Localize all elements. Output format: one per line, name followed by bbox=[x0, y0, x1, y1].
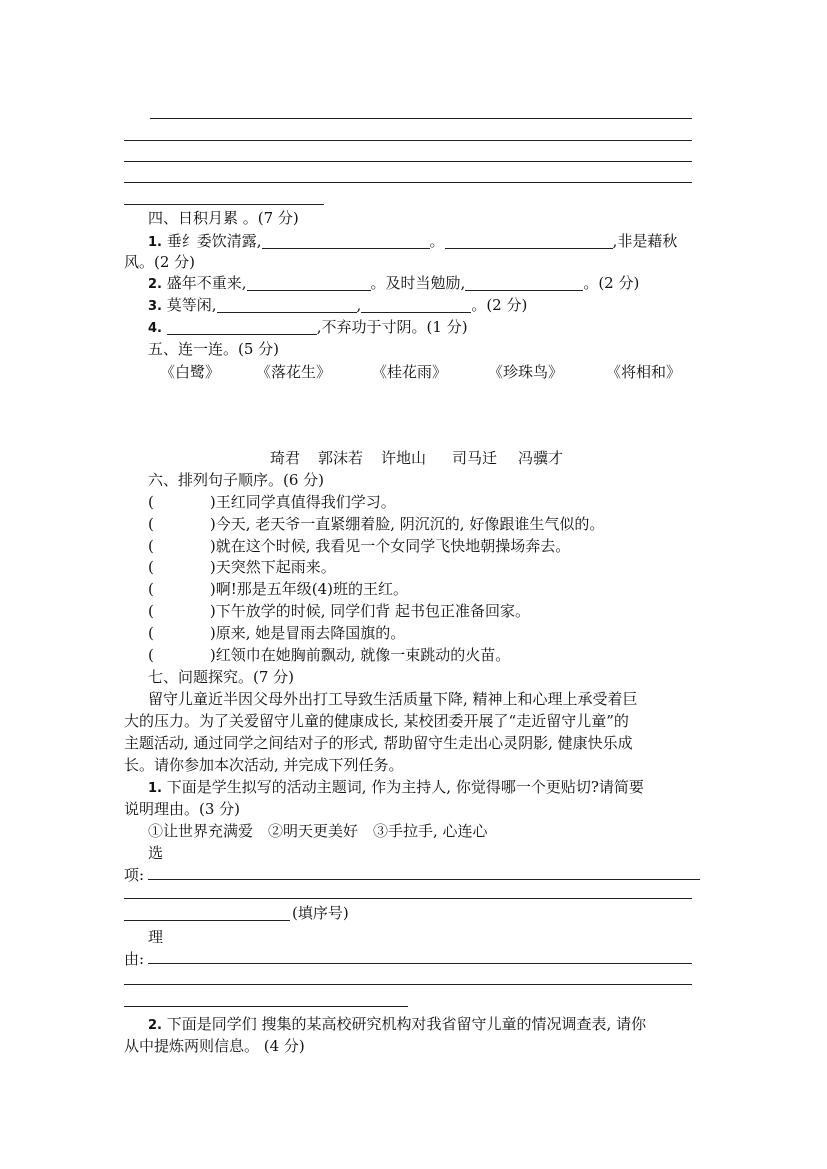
answer-line[interactable] bbox=[124, 204, 324, 205]
question-text: 盛年不重来, bbox=[166, 274, 247, 292]
fill-blank[interactable] bbox=[262, 232, 430, 249]
sentence-item bbox=[148, 536, 570, 556]
paren-close: ) bbox=[209, 624, 216, 642]
sentence-item bbox=[148, 579, 408, 599]
paren-close: ) bbox=[209, 602, 216, 620]
paren-close: ) bbox=[209, 515, 216, 533]
question-7-1 bbox=[148, 777, 644, 799]
sentence-text: 王红同学真值得我们学习。 bbox=[215, 493, 396, 511]
answer-line[interactable] bbox=[150, 118, 692, 119]
paren-open: ( bbox=[148, 493, 154, 511]
paren-close: ) bbox=[209, 646, 216, 664]
paren-close: ) bbox=[209, 537, 216, 555]
question-text: 下面是学生拟写的活动主题词, 作为主持人, 你觉得哪一个更贴切?请简要 bbox=[166, 778, 644, 796]
question-7-2 bbox=[148, 1014, 646, 1036]
question-text: 。 bbox=[429, 232, 445, 250]
question-number: 2. bbox=[148, 277, 162, 292]
paren-open: ( bbox=[148, 580, 154, 598]
question-text: 莫等闲, bbox=[166, 296, 217, 314]
section-4-title: 四、日积月累 。(7 分) bbox=[148, 209, 299, 227]
paragraph-line: 大的压力。为了关爱留守儿童的健康成长, 某校团委开展了“走近留守儿童”的 bbox=[124, 712, 629, 730]
question-text: ,不弃功于寸阴。(1 分) bbox=[316, 318, 468, 336]
reason-label: 理 bbox=[148, 928, 164, 946]
question-number: 1. bbox=[148, 235, 162, 250]
book-item[interactable]: 《桂花雨》 bbox=[372, 363, 448, 381]
paren-open: ( bbox=[148, 646, 154, 664]
question-text-wrap: 从中提炼两则信息。 (4 分) bbox=[124, 1037, 305, 1055]
book-item[interactable]: 《落花生》 bbox=[256, 363, 332, 381]
answer-line[interactable] bbox=[124, 898, 692, 899]
sentence-item bbox=[148, 645, 510, 665]
sentence-item bbox=[148, 557, 336, 577]
fill-blank[interactable] bbox=[247, 274, 371, 291]
answer-line[interactable] bbox=[124, 984, 692, 985]
answer-line[interactable] bbox=[148, 963, 692, 964]
select-label: 项: bbox=[124, 866, 145, 884]
select-label: 选 bbox=[148, 844, 164, 862]
theme-options: ①让世界充满爱 ②明天更美好 ③手拉手, 心连心 bbox=[148, 822, 488, 840]
section-5-title: 五、连一连。(5 分) bbox=[148, 340, 280, 358]
question-4-2 bbox=[148, 273, 639, 295]
paragraph-line: 主题活动, 通过同学之间结对子的形式, 帮助留守生走出心灵阴影, 健康快乐成 bbox=[124, 734, 633, 752]
question-number: 1. bbox=[148, 781, 162, 796]
author-item[interactable]: 琦君 bbox=[270, 449, 301, 467]
answer-line[interactable] bbox=[124, 140, 692, 141]
sentence-item bbox=[148, 623, 405, 643]
author-item[interactable]: 许地山 bbox=[381, 449, 427, 467]
sentence-item bbox=[148, 601, 530, 621]
question-text: 。(2 分) bbox=[471, 296, 528, 314]
paragraph-line: 留守儿童近半因父母外出打工导致生活质量下降, 精神上和心理上承受着巨 bbox=[148, 690, 638, 708]
book-item[interactable]: 《珍珠鸟》 bbox=[488, 363, 564, 381]
answer-line[interactable] bbox=[148, 879, 700, 880]
sentence-text: 就在这个时候, 我看见一个女同学飞快地朝操场奔去。 bbox=[215, 537, 571, 555]
reason-label: 由: bbox=[124, 950, 145, 968]
question-text: 。(2 分) bbox=[583, 274, 640, 292]
question-4-3 bbox=[148, 295, 527, 317]
fill-blank[interactable] bbox=[465, 274, 583, 291]
book-item[interactable]: 《白鹭》 bbox=[160, 363, 221, 381]
paren-close: ) bbox=[209, 558, 216, 576]
paren-open: ( bbox=[148, 558, 154, 576]
author-item[interactable]: 郭沫若 bbox=[318, 449, 364, 467]
paren-open: ( bbox=[148, 602, 154, 620]
book-item[interactable]: 《将相和》 bbox=[606, 363, 682, 381]
question-text: , bbox=[356, 296, 362, 314]
question-text: 。及时当勉励, bbox=[370, 274, 466, 292]
question-text-wrap: 说明理由。(3 分) bbox=[124, 800, 241, 818]
sentence-text: 下午放学的时候, 同学们背 起书包正准备回家。 bbox=[215, 602, 531, 620]
fill-hint: (填序号) bbox=[292, 904, 349, 922]
question-4-4 bbox=[148, 317, 468, 339]
fill-blank[interactable] bbox=[167, 318, 317, 335]
sentence-text: 原来, 她是冒雨去降国旗的。 bbox=[215, 624, 406, 642]
question-text-wrap: 风。(2 分) bbox=[124, 253, 196, 271]
sentence-text: 今天, 老天爷一直紧绷着脸, 阴沉沉的, 好像跟谁生气似的。 bbox=[215, 515, 605, 533]
author-item[interactable]: 冯骥才 bbox=[518, 449, 564, 467]
author-item[interactable]: 司马迁 bbox=[452, 449, 498, 467]
fill-blank[interactable] bbox=[217, 296, 357, 313]
question-number: 4. bbox=[148, 321, 162, 336]
paragraph-line: 长。请你参加本次活动, 并完成下列任务。 bbox=[124, 756, 404, 774]
answer-line[interactable] bbox=[124, 920, 290, 921]
answer-line[interactable] bbox=[124, 1006, 408, 1007]
paren-open: ( bbox=[148, 537, 154, 555]
sentence-item bbox=[148, 514, 604, 534]
sentence-text: 红领巾在她胸前飘动, 就像一束跳动的火苗。 bbox=[215, 646, 511, 664]
sentence-text: 天突然下起雨来。 bbox=[215, 558, 336, 576]
section-7-title: 七、问题探究。(7 分) bbox=[148, 668, 295, 686]
fill-blank[interactable] bbox=[361, 296, 471, 313]
paren-open: ( bbox=[148, 624, 154, 642]
question-number: 2. bbox=[148, 1018, 162, 1033]
paren-close: ) bbox=[209, 580, 216, 598]
question-text: 垂纟委饮清露, bbox=[166, 232, 262, 250]
question-4-1 bbox=[148, 231, 677, 253]
section-6-title: 六、排列句子顺序。(6 分) bbox=[148, 471, 325, 489]
paren-close: ) bbox=[209, 493, 216, 511]
paren-open: ( bbox=[148, 515, 154, 533]
sentence-text: 啊!那是五年级(4)班的王红。 bbox=[215, 580, 408, 598]
question-number: 3. bbox=[148, 299, 162, 314]
fill-blank[interactable] bbox=[445, 232, 613, 249]
answer-line[interactable] bbox=[124, 182, 692, 183]
answer-line[interactable] bbox=[124, 161, 692, 162]
sentence-item bbox=[148, 492, 396, 512]
question-text: ,非是藉秋 bbox=[612, 232, 678, 250]
question-text: 下面是同学们 搜集的某高校研究机构对我省留守儿童的情况调查表, 请你 bbox=[166, 1015, 647, 1033]
